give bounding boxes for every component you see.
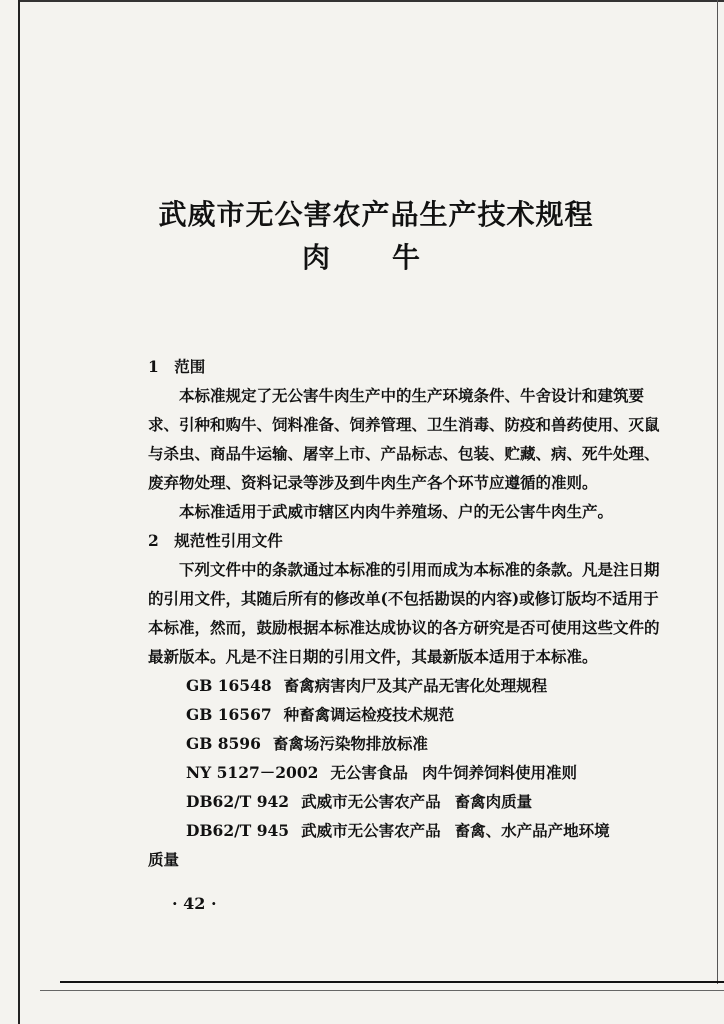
page-number: · 42 · — [172, 894, 217, 913]
reference-item — [148, 816, 660, 845]
document-title: 武威市无公害农产品生产技术规程 — [158, 198, 594, 231]
reference-continuation: 质量 — [148, 850, 180, 869]
reference-item — [148, 758, 660, 787]
reference-title: 无公害食品 — [330, 763, 408, 782]
reference-title-part2: 畜禽肉质量 — [454, 792, 533, 811]
reference-code: GB 16548 — [186, 676, 272, 695]
section-2-heading: 2 规范性引用文件 — [148, 531, 283, 550]
reference-code: NY 5127－2002 — [186, 763, 319, 782]
reference-code: GB 16567 — [186, 705, 272, 724]
document-body — [148, 352, 660, 874]
section-1-paragraph-1: 本标准规定了无公害牛肉生产中的生产环境条件、牛舍设计和建筑要求、引种和购牛、饲料准备、饲养管理、卫生消毒、防疫和兽药使用、灭鼠与杀虫、商品牛运输、屠宰上市、产品标志、包装、贮藏、病、死牛处理、废弃物处理、资料记录等涉及到牛肉生产各个环节应遵循的准则。 — [148, 386, 660, 492]
section-1-heading: 1 范围 — [148, 357, 206, 376]
reference-code: GB 8596 — [186, 734, 261, 753]
page-edge-bottom — [60, 981, 724, 983]
reference-item — [148, 700, 660, 729]
reference-item — [148, 787, 660, 816]
reference-title: 武威市无公害农产品 — [301, 792, 441, 811]
reference-title-part2: 畜禽、水产品产地环境 — [454, 821, 610, 840]
reference-item — [148, 729, 660, 758]
reference-title: 种畜禽调运检疫技术规范 — [283, 705, 455, 724]
page-edge-left — [18, 0, 20, 1024]
section-2-paragraph: 下列文件中的条款通过本标准的引用而成为本标准的条款。凡是注日期的引用文件，其随后所有的修改单(不包括勘误的内容)或修订版均不适用于本标准，然而，鼓励根据本标准达成协议的各方研究是否可使用这些文件的最新版本。凡是不注日期的引用文件，其最新版本适用于本标准。 — [148, 560, 660, 666]
reference-item — [148, 671, 660, 700]
document-subtitle: 肉牛 — [301, 241, 482, 274]
reference-title: 武威市无公害农产品 — [301, 821, 441, 840]
reference-code: DB62/T 945 — [186, 821, 290, 840]
reference-title: 畜禽病害肉尸及其产品无害化处理规程 — [283, 676, 548, 695]
reference-title-part2: 肉牛饲养饲料使用准则 — [421, 763, 577, 782]
page-edge-bottom-shadow — [40, 990, 724, 991]
reference-code: DB62/T 942 — [186, 792, 290, 811]
page-edge-right — [717, 0, 718, 984]
reference-title: 畜禽场污染物排放标准 — [272, 734, 428, 753]
page-edge-top — [18, 0, 724, 2]
section-1-paragraph-2: 本标准适用于武威市辖区内肉牛养殖场、户的无公害牛肉生产。 — [179, 502, 614, 521]
